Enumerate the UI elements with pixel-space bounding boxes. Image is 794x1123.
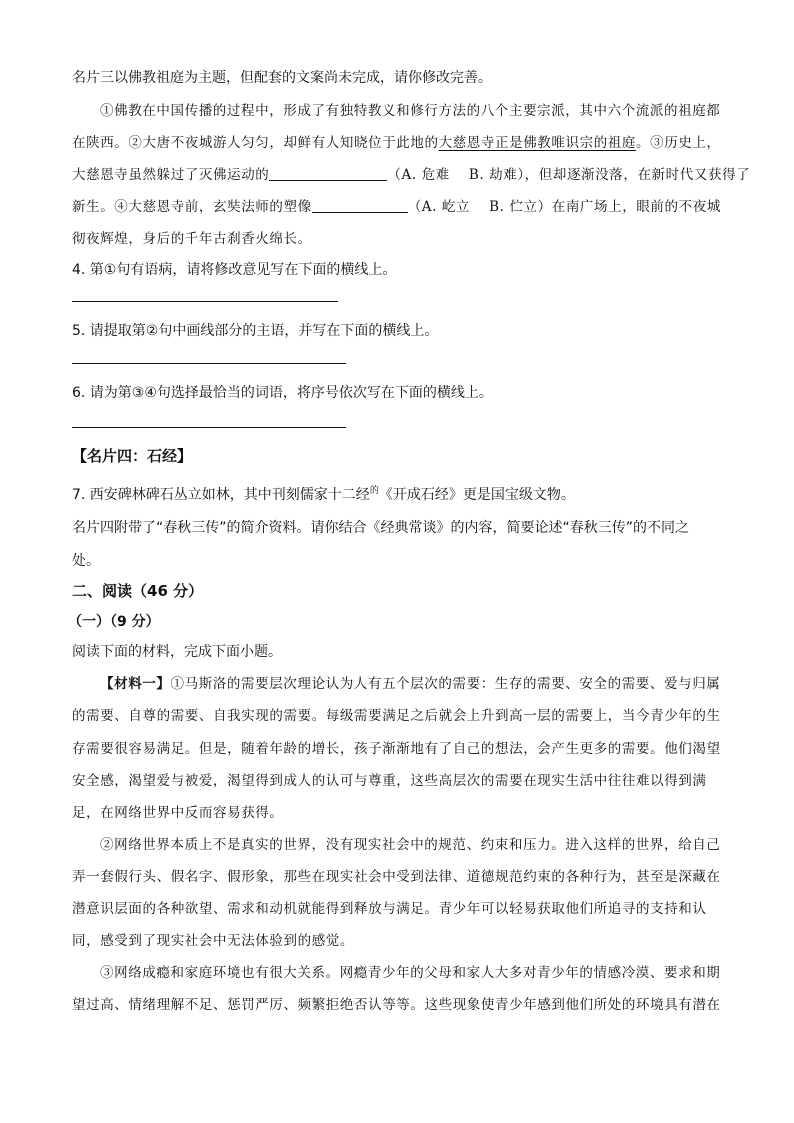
answer-line-5[interactable] — [72, 363, 346, 364]
question-5: 5. 请提取第②句中画线部分的主语，并写在下面的横线上。 — [72, 323, 439, 339]
card3-para-line-1: ①佛教在中国传播的过程中，形成了有独特教义和修行方法的八个主要宗派，其中六个流派的祖庭都 — [100, 103, 721, 119]
text-span: （A. 屹立 B. 伫立）在南广场上，眼前的不夜城 — [407, 199, 721, 215]
card3-para-line-3 — [72, 163, 751, 183]
question-4: 4. 第①句有语病，请将修改意见写在下面的横线上。 — [72, 262, 397, 278]
card4-intro-line-1: 名片四附带了“春秋三传”的简介资料。请你结合《经典常谈》的内容，简要论述“春秋三传”的不同之 — [72, 520, 690, 536]
material-1-line-3: 存需要很容易满足。但是，随着年龄的增长，孩子渐渐地有了自己的想法，会产生更多的需要。他们渴望 — [72, 741, 721, 757]
card3-para-line-4 — [72, 195, 722, 215]
material-1-para-3-line-1: ③网络成瘾和家庭环境也有很大关系。网瘾青少年的父母和家人大多对青少年的情感冷漠、要求和期 — [100, 965, 721, 981]
material-1-line-5: 足，在网络世界中反而容易获得。 — [72, 805, 284, 821]
question-6: 6. 请为第③④句选择最恰当的词语，将序号依次写在下面的横线上。 — [72, 385, 493, 401]
card3-para-line-2 — [72, 131, 722, 151]
material-1-para-2-line-3: 潜意识层面的各种欲望、需求和动机就能得到释放与满足。青少年可以轻易获取他们所追寻的支持和认 — [72, 901, 707, 917]
text-span: 大慈恩寺虽然躲过了灭佛运动的 — [72, 167, 270, 183]
card4-intro-line-2: 处。 — [72, 553, 100, 569]
reading-instruction: 阅读下面的材料，完成下面小题。 — [72, 644, 282, 660]
material-1-para-3-line-2: 望过高、情绪理解不足、惩罚严厉、频繁拒绝否认等等。这些现象使青少年感到他们所处的环境具有潜在 — [72, 997, 721, 1013]
material-1-para-2-line-4: 同，感受到了现实社会中无法体验到的感觉。 — [72, 933, 354, 949]
subsection-1-heading: （一）（9 分） — [68, 614, 160, 630]
underlined-sentence: 大慈恩寺正是佛教唯识宗的祖庭 — [438, 135, 637, 151]
material-1-para-2-line-1: ②网络世界本质上不是真实的世界，没有现实社会中的规范、约束和压力。进入这样的世界，给自己 — [100, 837, 721, 853]
section-card-4: 【名片四：石经】 — [72, 447, 193, 465]
fill-blank-4[interactable] — [312, 198, 408, 213]
material-1-label: 【材料一】 — [100, 676, 171, 692]
text-span: 新生。④大慈恩寺前，玄奘法师的塑像 — [72, 199, 312, 215]
fill-blank-3[interactable] — [269, 166, 387, 181]
question-7 — [72, 483, 722, 504]
material-1-para-2-line-2: 弄一套假行头、假名字、假形象，那些在现实社会中受到法律、道德规范约束的各种行为，甚至是深藏在 — [72, 869, 721, 885]
material-1-line-4: 安全感，渴望爱与被爱，渴望得到成人的认可与尊重，这些高层次的需要在现实生活中往往难以得到满 — [72, 773, 707, 789]
superscript-char: 的 — [369, 486, 379, 496]
part-2-heading: 二、阅读（46 分） — [72, 582, 204, 600]
answer-line-4[interactable] — [72, 301, 338, 302]
text-span: 《开成石经》更是国宝级文物。 — [378, 487, 575, 503]
answer-line-6[interactable] — [72, 427, 346, 428]
card3-intro: 名片三以佛教祖庭为主题，但配套的文案尚未完成，请你修改完善。 — [72, 70, 492, 86]
material-1-line-1 — [100, 672, 722, 692]
text-span: ①马斯洛的需要层次理论认为人有五个层次的需要：生存的需要、安全的需要、爱与归属 — [170, 676, 721, 692]
text-span: 7. 西安碑林碑石丛立如林，其中刊刻儒家十二经 — [72, 487, 370, 503]
material-1-line-2: 的需要、自尊的需要、自我实现的需要。每级需要满足之后就会上升到高一层的需要上，当今青少年的生 — [72, 708, 721, 724]
text-span: 在陕西。②大唐不夜城游人匀匀，却鲜有人知晓位于此地的 — [72, 135, 439, 151]
text-span: （A. 危难 B. 劫难），但却逐渐没落，在新时代又获得了 — [387, 167, 751, 183]
card3-para-line-5: 彻夜辉煌，身后的千年古刹香火绵长。 — [72, 231, 312, 247]
text-span: 。③历史上， — [636, 135, 721, 151]
